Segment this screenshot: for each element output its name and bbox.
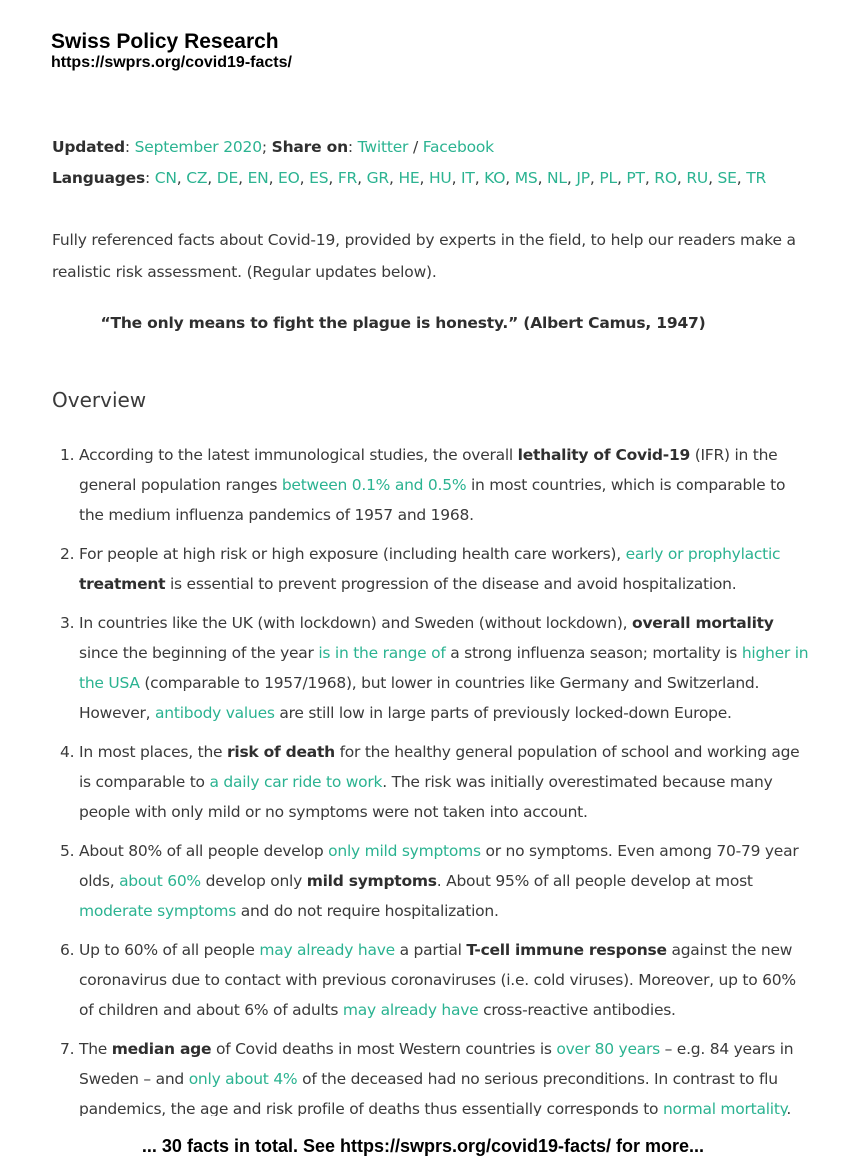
fact-text: a strong influenza season; mortality is [445, 644, 742, 662]
fact-emphasis: treatment [79, 575, 166, 593]
fact-text: a partial [394, 941, 467, 959]
language-link-hu[interactable]: HU [428, 169, 452, 187]
fact-emphasis: risk of death [226, 743, 335, 761]
fact-source-link[interactable]: may already have [259, 941, 395, 959]
fact-text: develop only [200, 872, 307, 890]
languages-row: Languages: CN, CZ, DE, EN, EO, ES, FR, GR, HE, HU, IT, KO, MS, NL, JP, PL, PT, RO, RU, SE, TR [52, 169, 767, 187]
fact-source-link[interactable]: between 0.1% and 0.5% [281, 476, 467, 494]
quote: “The only means to fight the plague is honesty.” (Albert Camus, 1947) [100, 314, 706, 332]
fact-text: Up to 60% of all people [79, 941, 260, 959]
facts-viewport [52, 440, 812, 1116]
fact-text: since the beginning of the year [79, 644, 319, 662]
updated-label: Updated [52, 138, 125, 156]
fact-item [79, 836, 812, 926]
language-link-it[interactable]: IT [461, 169, 475, 187]
fact-text: (IFR) in the general population ranges [79, 446, 778, 494]
fact-text: of Covid deaths in most Western countries is [211, 1040, 557, 1058]
fact-source-link[interactable]: a daily car ride to work [209, 773, 383, 791]
fact-text: About 80% of all people develop [79, 842, 329, 860]
language-link-gr[interactable]: GR [366, 169, 389, 187]
fact-text: In countries like the UK (with lockdown) and Sweden (without lockdown), [79, 614, 633, 632]
fact-text: The [79, 1040, 112, 1058]
fact-text: – e.g. 84 years in Sweden – and [79, 1040, 794, 1088]
fact-emphasis: lethality of Covid-19 [517, 446, 691, 464]
fact-emphasis: median age [111, 1040, 212, 1058]
fact-text: . [786, 1100, 792, 1116]
language-link-se[interactable]: SE [717, 169, 737, 187]
fact-text: in most countries, which is comparable to the medium influenza pandemics of 1957 and 1968. [79, 476, 786, 524]
share-twitter-link[interactable]: Twitter [357, 138, 409, 156]
fact-emphasis: mild symptoms [306, 872, 437, 890]
site-url: https://swprs.org/covid19-facts/ [51, 54, 292, 71]
site-header [51, 30, 292, 72]
languages-label: Languages [52, 169, 145, 187]
fact-item [79, 1034, 812, 1116]
share-facebook-link[interactable]: Facebook [422, 138, 494, 156]
fact-source-link[interactable]: about 60% [119, 872, 201, 890]
fact-source-link[interactable]: early or prophylactic [625, 545, 781, 563]
intro-paragraph: Fully referenced facts about Covid-19, provided by experts in the field, to help our readers make a realistic risk assessment. (Regular updates below). [52, 231, 796, 281]
language-link-en[interactable]: EN [247, 169, 269, 187]
fact-item [79, 440, 812, 530]
language-list: CN, CZ, DE, EN, EO, ES, FR, GR, HE, HU, IT, KO, MS, NL, JP, PL, PT, RO, RU, SE, TR [154, 169, 767, 187]
fact-source-link[interactable]: only mild symptoms [328, 842, 481, 860]
fact-emphasis: T-cell immune response [466, 941, 667, 959]
article-meta [52, 132, 812, 194]
fact-item [79, 935, 812, 1025]
language-link-eo[interactable]: EO [278, 169, 300, 187]
fact-text: or no symptoms. Even among 70-79 year olds, [79, 842, 799, 890]
fact-source-link[interactable]: moderate symptoms [79, 902, 237, 920]
fact-item [79, 608, 812, 728]
fact-source-link[interactable]: antibody values [155, 704, 275, 722]
updated-date-link[interactable]: September 2020 [134, 138, 262, 156]
language-link-he[interactable]: HE [398, 169, 420, 187]
fact-source-link[interactable]: higher in the USA [79, 644, 809, 692]
fact-text: . About 95% of all people develop at most [436, 872, 753, 890]
fact-item [79, 737, 812, 827]
language-link-ko[interactable]: KO [484, 169, 506, 187]
fact-source-link[interactable]: only about 4% [188, 1070, 298, 1088]
fact-text: for the healthy general population of school and working age is comparable to [79, 743, 800, 791]
fact-text: (comparable to 1957/1968), but lower in countries like Germany and Switzerland. However, [79, 674, 760, 722]
language-link-jp[interactable]: JP [576, 169, 590, 187]
language-link-pt[interactable]: PT [626, 169, 645, 187]
language-link-ms[interactable]: MS [514, 169, 538, 187]
language-link-cz[interactable]: CZ [186, 169, 208, 187]
fact-source-link[interactable]: may already have [342, 1001, 479, 1019]
language-link-tr[interactable]: TR [746, 169, 767, 187]
fact-text: of the deceased had no serious preconditions. In contrast to flu pandemics, the age and risk profile of deaths thus essentially corresponds to [79, 1070, 778, 1116]
facts-list [52, 440, 812, 1116]
language-link-ru[interactable]: RU [686, 169, 709, 187]
fact-text: against the new coronavirus due to contact with previous coronaviruses (i.e. cold viruses). Moreover, up to 60% of children and about 6% of adults [79, 941, 796, 1019]
site-title: Swiss Policy Research [51, 30, 279, 53]
share-separator: / [412, 138, 418, 156]
fact-text: is essential to prevent progression of the disease and avoid hospitalization. [165, 575, 737, 593]
overview-heading: Overview [52, 388, 147, 412]
fact-text: According to the latest immunological studies, the overall [79, 446, 518, 464]
footer-note: ... 30 facts in total. See https://swprs.org/covid19-facts/ for more... [141, 1136, 705, 1156]
share-label: Share on [271, 138, 348, 156]
fact-text: cross-reactive antibodies. [478, 1001, 676, 1019]
language-link-nl[interactable]: NL [547, 169, 567, 187]
fact-source-link[interactable]: is in the range of [318, 644, 446, 662]
language-link-ro[interactable]: RO [654, 169, 677, 187]
fact-source-link[interactable]: normal mortality [662, 1100, 787, 1116]
fact-text: For people at high risk or high exposure (including health care workers), [79, 545, 626, 563]
fact-item [79, 539, 812, 599]
language-link-es[interactable]: ES [309, 169, 329, 187]
language-link-cn[interactable]: CN [154, 169, 177, 187]
fact-text: are still low in large parts of previously locked-down Europe. [274, 704, 732, 722]
fact-source-link[interactable]: over 80 years [556, 1040, 660, 1058]
fact-text: . The risk was initially overestimated because many people with only mild or no symptoms were not taken into account. [79, 773, 773, 821]
fact-text: In most places, the [79, 743, 227, 761]
language-link-pl[interactable]: PL [599, 169, 617, 187]
fact-text: and do not require hospitalization. [236, 902, 499, 920]
language-link-fr[interactable]: FR [337, 169, 358, 187]
language-link-de[interactable]: DE [216, 169, 239, 187]
fact-emphasis: overall mortality [632, 614, 774, 632]
updated-row: Updated: September 2020; Share on: Twitter / Facebook [52, 138, 494, 156]
